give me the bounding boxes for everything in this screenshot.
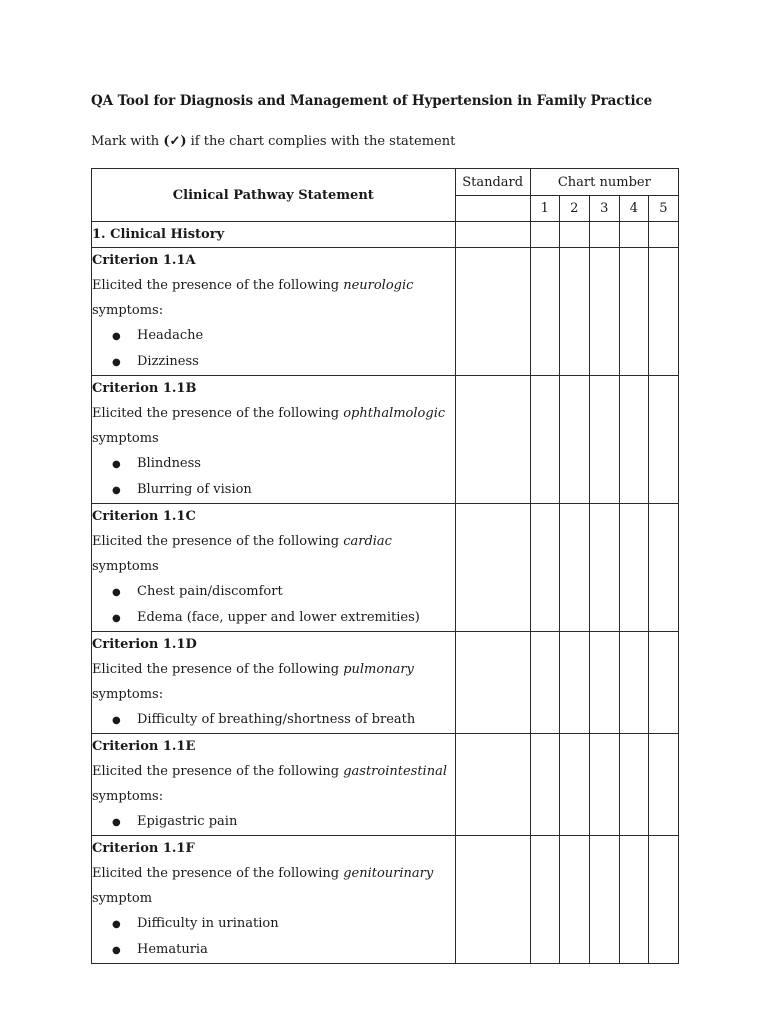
- chart-cell[interactable]: [619, 222, 648, 248]
- criterion-row: [92, 836, 679, 964]
- header-standard: Standard: [455, 169, 530, 196]
- qa-table: [91, 168, 679, 964]
- chart-cell[interactable]: [619, 632, 648, 734]
- criterion-text: Elicited the presence of the following pulmonary: [92, 662, 414, 677]
- criterion-text: Elicited the presence of the following ophthalmologic: [92, 406, 446, 421]
- chart-cell[interactable]: [530, 376, 559, 504]
- symptom-item: ● Difficulty of breathing/shortness of breath: [92, 707, 455, 733]
- criterion-statement: [92, 632, 456, 734]
- chart-col-5: 5: [648, 196, 678, 222]
- chart-cell[interactable]: [559, 248, 589, 376]
- bullet-icon: ●: [112, 357, 121, 368]
- symptom-item: ● Edema (face, upper and lower extremities): [92, 605, 455, 631]
- criterion-text: Elicited the presence of the following genitourinary: [92, 866, 434, 881]
- chart-cell[interactable]: [589, 376, 619, 504]
- criterion-system: cardiac: [343, 534, 392, 549]
- section-row: [92, 222, 679, 248]
- bullet-icon: ●: [112, 715, 121, 726]
- criterion-system: gastrointestinal: [343, 764, 447, 779]
- criterion-system: genitourinary: [343, 866, 434, 881]
- chart-col-3: 3: [589, 196, 619, 222]
- criterion-text-tail: symptoms:: [92, 789, 164, 804]
- bullet-icon: ●: [112, 587, 121, 598]
- criterion-text-tail: symptoms:: [92, 303, 164, 318]
- chart-cell[interactable]: [648, 836, 678, 964]
- chart-cell[interactable]: [559, 222, 589, 248]
- instruction-prefix: Mark with: [91, 134, 164, 149]
- criterion-row: [92, 504, 679, 632]
- standard-cell[interactable]: [455, 836, 530, 964]
- criterion-text: Elicited the presence of the following neurologic: [92, 278, 414, 293]
- chart-cell[interactable]: [648, 376, 678, 504]
- criterion-row: [92, 632, 679, 734]
- chart-cell[interactable]: [648, 632, 678, 734]
- criterion-text-tail: symptoms:: [92, 687, 164, 702]
- bullet-icon: ●: [112, 945, 121, 956]
- standard-cell[interactable]: [455, 376, 530, 504]
- bullet-icon: ●: [112, 331, 121, 342]
- chart-cell[interactable]: [619, 248, 648, 376]
- chart-cell[interactable]: [619, 836, 648, 964]
- chart-cell[interactable]: [589, 734, 619, 836]
- standard-subheader-cell: [455, 196, 530, 222]
- header-chart-number: Chart number: [530, 169, 678, 196]
- symptom-item: ● Blindness: [92, 451, 455, 477]
- chart-cell[interactable]: [530, 248, 559, 376]
- chart-cell[interactable]: [589, 836, 619, 964]
- bullet-icon: ●: [112, 485, 121, 496]
- chart-col-1: 1: [530, 196, 559, 222]
- symptom-item: ● Hematuria: [92, 937, 455, 963]
- standard-cell[interactable]: [455, 248, 530, 376]
- chart-cell[interactable]: [530, 222, 559, 248]
- chart-cell[interactable]: [619, 376, 648, 504]
- criterion-row: [92, 734, 679, 836]
- chart-cell[interactable]: [589, 222, 619, 248]
- section-title: 1. Clinical History: [92, 222, 456, 248]
- symptom-item: ● Blurring of vision: [92, 477, 455, 503]
- bullet-icon: ●: [112, 817, 121, 828]
- criterion-system: neurologic: [343, 278, 414, 293]
- check-mark-icon: (✓): [163, 134, 187, 149]
- chart-cell[interactable]: [559, 734, 589, 836]
- symptom-item: ● Dizziness: [92, 349, 455, 375]
- chart-cell[interactable]: [589, 248, 619, 376]
- chart-cell[interactable]: [530, 836, 559, 964]
- page-title: QA Tool for Diagnosis and Management of Hypertension in Family Practice: [91, 93, 653, 109]
- standard-cell[interactable]: [455, 632, 530, 734]
- criterion-row: [92, 248, 679, 376]
- criterion-system: ophthalmologic: [343, 406, 446, 421]
- bullet-icon: ●: [112, 459, 121, 470]
- standard-cell[interactable]: [455, 504, 530, 632]
- bullet-icon: ●: [112, 919, 121, 930]
- chart-cell[interactable]: [559, 376, 589, 504]
- chart-cell[interactable]: [530, 632, 559, 734]
- criterion-statement: [92, 376, 456, 504]
- chart-col-4: 4: [619, 196, 648, 222]
- chart-cell[interactable]: [559, 632, 589, 734]
- chart-cell[interactable]: [530, 734, 559, 836]
- criterion-id: Criterion 1.1D: [92, 637, 197, 652]
- symptom-item: ● Difficulty in urination: [92, 911, 455, 937]
- criterion-statement: [92, 504, 456, 632]
- criterion-id: Criterion 1.1F: [92, 841, 195, 856]
- instruction-text: [91, 134, 455, 149]
- criterion-statement: [92, 836, 456, 964]
- chart-cell[interactable]: [530, 504, 559, 632]
- chart-cell[interactable]: [648, 734, 678, 836]
- criterion-text: Elicited the presence of the following gastrointestinal: [92, 764, 447, 779]
- chart-cell[interactable]: [619, 504, 648, 632]
- symptom-item: ● Headache: [92, 323, 455, 349]
- chart-cell[interactable]: [559, 836, 589, 964]
- criterion-text: Elicited the presence of the following cardiac symptoms: [92, 534, 392, 574]
- chart-cell[interactable]: [648, 248, 678, 376]
- criterion-statement: [92, 248, 456, 376]
- chart-col-2: 2: [559, 196, 589, 222]
- symptom-item: ● Epigastric pain: [92, 809, 455, 835]
- standard-cell[interactable]: [455, 734, 530, 836]
- criterion-id: Criterion 1.1E: [92, 739, 196, 754]
- criterion-system: pulmonary: [343, 662, 414, 677]
- criterion-row: [92, 376, 679, 504]
- symptom-item: ● Chest pain/discomfort: [92, 579, 455, 605]
- chart-cell[interactable]: [589, 504, 619, 632]
- criterion-text-tail: symptoms: [92, 431, 159, 446]
- chart-cell[interactable]: [619, 734, 648, 836]
- chart-cell[interactable]: [559, 504, 589, 632]
- criterion-id: Criterion 1.1C: [92, 509, 196, 524]
- criterion-id: Criterion 1.1B: [92, 381, 197, 396]
- chart-cell[interactable]: [589, 632, 619, 734]
- standard-cell[interactable]: [455, 222, 530, 248]
- instruction-suffix: if the chart complies with the statement: [186, 134, 456, 149]
- criterion-statement: [92, 734, 456, 836]
- criterion-text-tail: symptom: [92, 891, 153, 906]
- header-statement: Clinical Pathway Statement: [92, 169, 456, 222]
- criterion-id: Criterion 1.1A: [92, 253, 196, 268]
- chart-cell[interactable]: [648, 504, 678, 632]
- chart-cell[interactable]: [648, 222, 678, 248]
- bullet-icon: ●: [112, 613, 121, 624]
